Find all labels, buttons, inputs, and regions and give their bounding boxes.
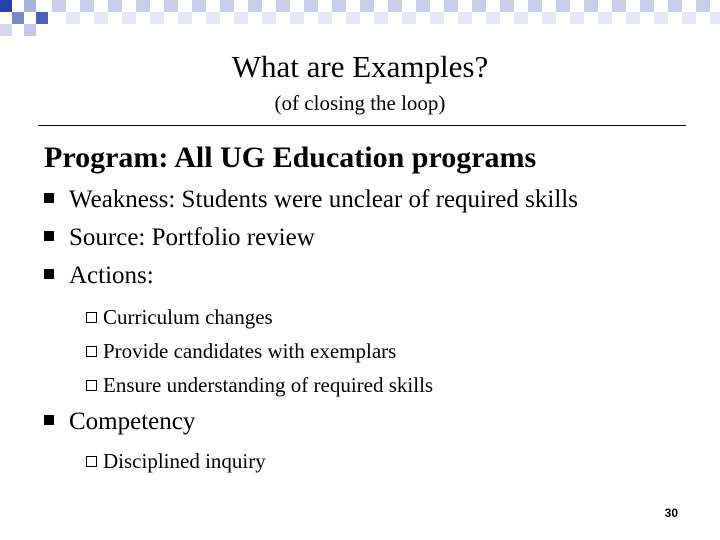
deco-checker-cell <box>374 12 388 24</box>
deco-checker-cell <box>402 12 416 24</box>
sub-list-item <box>86 448 266 474</box>
deco-checker-cell <box>150 12 164 24</box>
sub-list-item-text: Provide candidates with exemplars <box>103 339 397 363</box>
deco-checker-cell <box>458 12 472 24</box>
deco-checker-cell <box>164 0 178 12</box>
deco-checker-cell <box>66 12 80 24</box>
deco-square-mid <box>12 12 24 24</box>
deco-checker-cell <box>262 12 276 24</box>
deco-checker-cell <box>542 12 556 24</box>
deco-checker-cell <box>626 12 640 24</box>
deco-square-light <box>24 24 36 36</box>
hollow-square-bullet-icon <box>86 380 97 391</box>
deco-checker-cell <box>318 12 332 24</box>
deco-checker-cell <box>612 0 626 12</box>
square-bullet-icon <box>44 193 54 203</box>
page-number: 30 <box>664 506 678 520</box>
deco-checker-cell <box>514 12 528 24</box>
slide-subtitle: (of closing the loop) <box>274 91 446 115</box>
deco-checker-cell <box>360 0 374 12</box>
hollow-square-bullet-icon <box>86 346 97 357</box>
deco-checker-cell <box>136 0 150 12</box>
deco-checker-cell <box>570 12 584 24</box>
square-bullet-icon <box>44 269 54 279</box>
deco-checker-cell <box>80 0 94 12</box>
deco-checker-cell <box>332 0 346 12</box>
sub-list-item <box>86 372 433 398</box>
deco-checker-cell <box>472 0 486 12</box>
hollow-square-bullet-icon <box>86 312 97 323</box>
deco-checker-cell <box>416 0 430 12</box>
square-bullet-icon <box>44 415 54 425</box>
deco-checker-cell <box>500 0 514 12</box>
deco-checker-cell <box>276 0 290 12</box>
list-item <box>44 184 578 216</box>
deco-checker-cell <box>122 12 136 24</box>
deco-square-dark <box>0 0 12 12</box>
deco-checker-cell <box>52 0 66 12</box>
deco-checker-cell <box>346 12 360 24</box>
deco-checker-cell <box>598 12 612 24</box>
deco-checker-cell <box>430 12 444 24</box>
sub-list-item-text: Ensure understanding of required skills <box>103 373 434 397</box>
deco-checker-cell <box>388 0 402 12</box>
deco-checker-cell <box>192 0 206 12</box>
title-divider <box>38 125 686 126</box>
slide-title: What are Examples? <box>231 49 489 84</box>
square-bullet-icon <box>44 231 54 241</box>
deco-checker-cell <box>108 0 122 12</box>
deco-checker-cell <box>710 12 720 24</box>
hollow-square-bullet-icon <box>86 456 97 467</box>
deco-checker-cell <box>696 0 710 12</box>
program-heading: Program: All UG Education programs <box>44 141 537 174</box>
deco-square-dark <box>36 12 48 24</box>
deco-checker-cell <box>206 12 220 24</box>
deco-checker-cell <box>178 12 192 24</box>
deco-checker-cell <box>584 0 598 12</box>
deco-square-light <box>0 24 12 36</box>
list-item <box>44 260 154 292</box>
deco-checker-cell <box>248 0 262 12</box>
corner-decoration <box>0 0 720 50</box>
list-item-text: Weakness: Students were unclear of required skills <box>69 186 578 213</box>
deco-checker-cell <box>444 0 458 12</box>
deco-checker-cell <box>290 12 304 24</box>
list-item-text: Actions: <box>69 262 154 289</box>
list-item <box>44 406 195 438</box>
deco-checker-band <box>52 0 720 24</box>
deco-checker-cell <box>682 12 696 24</box>
sub-list-item-text: Disciplined inquiry <box>103 449 266 473</box>
deco-checker-cell <box>556 0 570 12</box>
sub-list-item <box>86 338 396 364</box>
deco-square-mid <box>24 0 36 12</box>
deco-checker-cell <box>654 12 668 24</box>
list-item-text: Competency <box>69 408 196 435</box>
deco-checker-cell <box>486 12 500 24</box>
deco-checker-cell <box>304 0 318 12</box>
deco-checker-cell <box>94 12 108 24</box>
deco-checker-cell <box>220 0 234 12</box>
sub-list-item-text: Curriculum changes <box>103 305 273 329</box>
deco-checker-cell <box>234 12 248 24</box>
deco-checker-cell <box>668 0 682 12</box>
sub-list-item <box>86 304 273 330</box>
deco-checker-cell <box>528 0 542 12</box>
list-item <box>44 222 315 254</box>
deco-checker-cell <box>640 0 654 12</box>
list-item-text: Source: Portfolio review <box>69 224 315 251</box>
